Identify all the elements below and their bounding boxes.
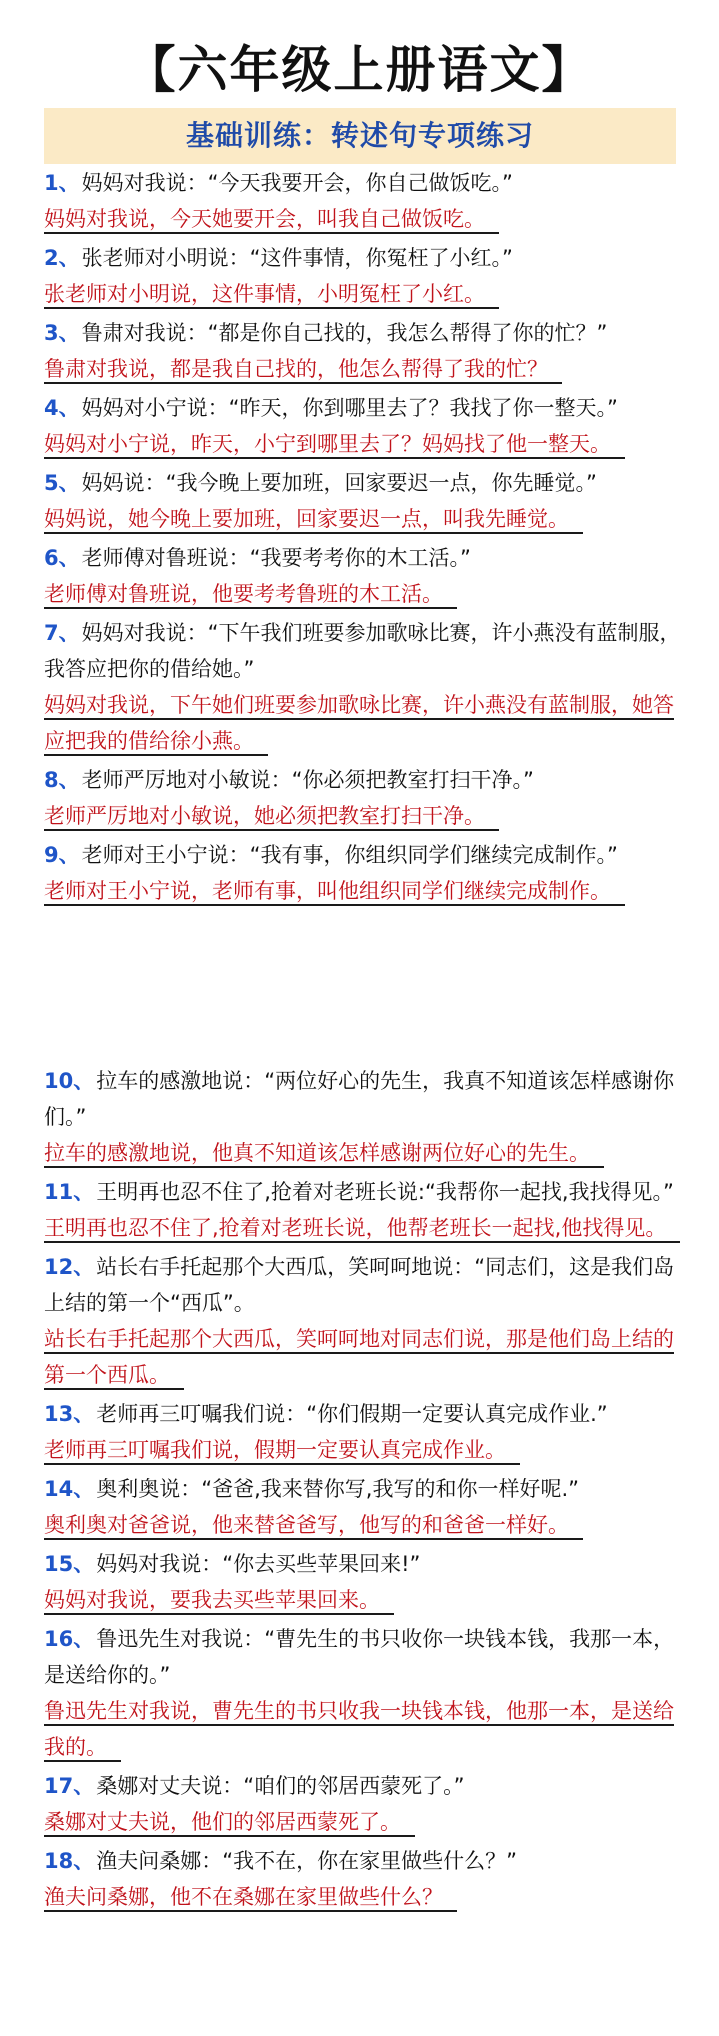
exercise-item [44,1249,684,1393]
exercise-item [44,1471,684,1543]
question-number: 5、 [44,471,80,495]
question-sentence: 渔夫问桑娜：“我不在，你在家里做些什么？” [96,1849,517,1873]
answer-text [44,687,684,759]
question-sentence: 拉车的感激地说：“两位好心的先生，我真不知道该怎样感谢你们。” [44,1069,675,1129]
exercise-item [44,1843,684,1915]
exercise-item [44,1621,684,1765]
answer-text [44,1321,684,1393]
exercise-item [44,390,684,462]
question-sentence: 鲁肃对我说：“都是你自己找的，我怎么帮得了你的忙？” [81,321,608,345]
exercise-item [44,837,684,909]
answer-text [44,1582,684,1618]
answer-text [44,201,684,237]
question-text [44,1843,684,1879]
question-number: 1、 [44,171,80,195]
answer-text [44,1879,684,1915]
question-text [44,1063,684,1135]
answer-sentence: 渔夫问桑娜，他不在桑娜在家里做些什么？ [44,1885,457,1912]
answer-text [44,1135,684,1171]
question-sentence: 妈妈对小宁说：“昨天，你到哪里去了？我找了你一整天。” [81,396,618,420]
answer-text [44,1693,684,1765]
exercise-item [44,615,684,759]
answer-text [44,1210,684,1246]
answer-text [44,276,684,312]
answer-sentence: 张老师对小明说，这件事情，小明冤枉了小红。 [44,282,499,309]
question-number: 3、 [44,321,80,345]
question-text [44,1396,684,1432]
question-sentence: 老师严厉地对小敏说：“你必须把教室打扫干净。” [81,768,534,792]
answer-sentence: 拉车的感激地说，他真不知道该怎样感谢两位好心的先生。 [44,1141,604,1168]
answer-text [44,426,684,462]
answer-sentence: 妈妈说，她今晚上要加班，回家要迟一点，叫我先睡觉。 [44,507,583,534]
question-sentence: 王明再也忍不住了,抢着对老班长说:“我帮你一起找,我找得见。” [96,1180,674,1204]
answer-text [44,1507,684,1543]
exercise-item [44,1174,684,1246]
question-text [44,465,684,501]
question-number: 14、 [44,1477,95,1501]
question-text [44,315,684,351]
question-number: 4、 [44,396,80,420]
question-text [44,615,684,687]
answer-sentence: 老师严厉地对小敏说，她必须把教室打扫干净。 [44,804,499,831]
question-number: 2、 [44,246,80,270]
exercise-list-part1 [44,165,684,909]
question-number: 11、 [44,1180,95,1204]
answer-text [44,501,684,537]
question-sentence: 老师傅对鲁班说：“我要考考你的木工活。” [81,546,471,570]
question-number: 17、 [44,1774,95,1798]
question-text [44,837,684,873]
exercise-item [44,540,684,612]
question-number: 8、 [44,768,80,792]
exercise-item [44,465,684,537]
exercise-item [44,1768,684,1840]
answer-text [44,873,684,909]
question-text [44,1174,684,1210]
answer-text [44,576,684,612]
subtitle: 基础训练：转述句专项练习 [185,119,534,152]
question-text [44,1471,684,1507]
question-text [44,1621,684,1693]
answer-sentence: 桑娜对丈夫说，他们的邻居西蒙死了。 [44,1810,415,1837]
answer-text [44,1432,684,1468]
page-title: 【六年级上册语文】 [125,40,594,99]
question-sentence: 鲁迅先生对我说：“曹先生的书只收你一块钱本钱，我那一本，是送给你的。” [44,1627,675,1687]
question-number: 18、 [44,1849,95,1873]
question-number: 16、 [44,1627,95,1651]
question-sentence: 妈妈对我说：“今天我要开会，你自己做饭吃。” [81,171,513,195]
question-sentence: 桑娜对丈夫说：“咱们的邻居西蒙死了。” [96,1774,465,1798]
answer-sentence: 奥利奥对爸爸说，他来替爸爸写，他写的和爸爸一样好。 [44,1513,583,1540]
answer-sentence: 妈妈对我说，今天她要开会，叫我自己做饭吃。 [44,207,499,234]
question-text [44,540,684,576]
exercise-item [44,1396,684,1468]
answer-sentence: 鲁迅先生对我说，曹先生的书只收我一块钱本钱，他那一本，是送给我的。 [44,1699,674,1762]
question-sentence: 站长右手托起那个大西瓜，笑呵呵地说：“同志们，这是我们岛上结的第一个“西瓜”。 [44,1255,675,1315]
question-number: 9、 [44,843,80,867]
question-text [44,1249,684,1321]
question-number: 12、 [44,1255,95,1279]
question-text [44,1546,684,1582]
answer-sentence: 老师对王小宁说，老师有事，叫他组织同学们继续完成制作。 [44,879,625,906]
answer-sentence: 妈妈对我说，下午她们班要参加歌咏比赛，许小燕没有蓝制服，她答应把我的借给徐小燕。 [44,693,674,756]
answer-text [44,351,684,387]
answer-sentence: 老师再三叮嘱我们说，假期一定要认真完成作业。 [44,1438,520,1465]
question-sentence: 妈妈说：“我今晚上要加班，回家要迟一点，你先睡觉。” [81,471,597,495]
question-sentence: 张老师对小明说：“这件事情，你冤枉了小红。” [81,246,513,270]
question-sentence: 妈妈对我说：“下午我们班要参加歌咏比赛，许小燕没有蓝制服，我答应把你的借给她。” [44,621,681,681]
exercise-list-part2 [44,1063,684,1915]
question-text [44,1768,684,1804]
question-number: 6、 [44,546,80,570]
subtitle-banner [44,108,676,164]
answer-sentence: 妈妈对小宁说，昨天，小宁到哪里去了？妈妈找了他一整天。 [44,432,625,459]
answer-sentence: 王明再也忍不住了,抢着对老班长说，他帮老班长一起找,他找得见。 [44,1216,680,1243]
answer-text [44,1804,684,1840]
answer-sentence: 鲁肃对我说，都是我自己找的，他怎么帮得了我的忙？ [44,357,562,384]
question-sentence: 奥利奥说：“爸爸,我来替你写,我写的和你一样好呢.” [96,1477,580,1501]
exercise-item [44,1063,684,1171]
exercise-item [44,762,684,834]
question-sentence: 老师对王小宁说：“我有事，你组织同学们继续完成制作。” [81,843,618,867]
exercise-item [44,165,684,237]
question-number: 13、 [44,1402,95,1426]
question-sentence: 老师再三叮嘱我们说：“你们假期一定要认真完成作业.” [96,1402,608,1426]
question-text [44,390,684,426]
question-number: 10、 [44,1069,95,1093]
question-text [44,165,684,201]
exercise-item [44,240,684,312]
answer-sentence: 妈妈对我说，要我去买些苹果回来。 [44,1588,394,1615]
answer-sentence: 站长右手托起那个大西瓜，笑呵呵地对同志们说，那是他们岛上结的第一个西瓜。 [44,1327,674,1390]
question-sentence: 妈妈对我说：“你去买些苹果回来!” [96,1552,421,1576]
exercise-item [44,1546,684,1618]
question-number: 15、 [44,1552,95,1576]
question-text [44,762,684,798]
question-text [44,240,684,276]
exercise-item [44,315,684,387]
answer-text [44,798,684,834]
answer-sentence: 老师傅对鲁班说，他要考考鲁班的木工活。 [44,582,457,609]
question-number: 7、 [44,621,80,645]
